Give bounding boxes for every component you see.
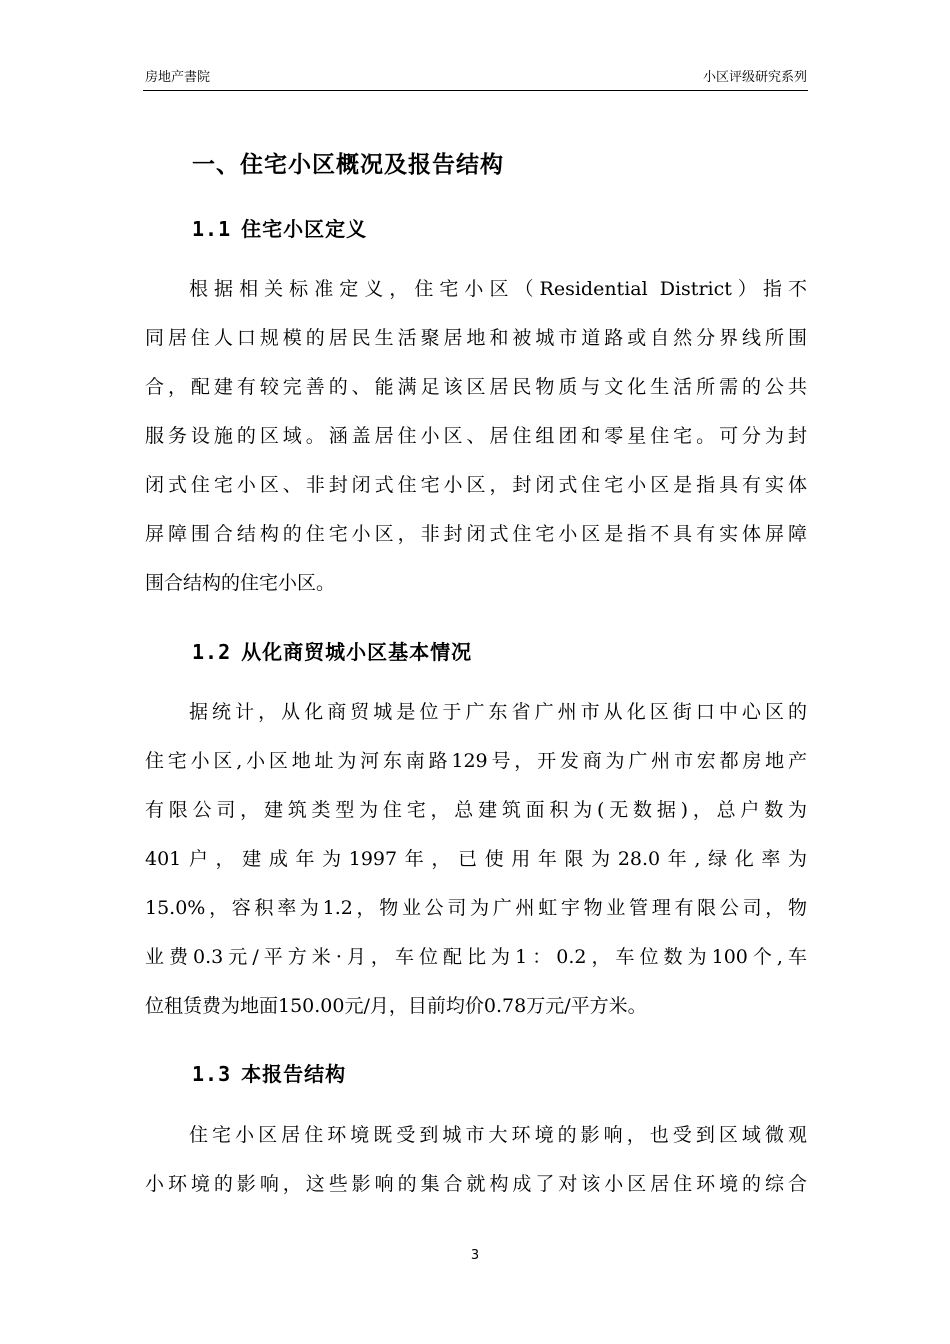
header-series: 小区评级研究系列 — [702, 70, 807, 85]
page-header — [145, 66, 807, 88]
paragraph-line: 根据相关标准定义，住宅小区（Residential District）指不 — [189, 278, 807, 300]
page-number: 3 — [470, 1248, 480, 1263]
paragraph-definition — [145, 265, 807, 608]
header-publisher: 房地产書院 — [145, 70, 211, 85]
paragraph-line: 15.0%，容积率为1.2，物业公司为广州虹宇物业管理有限公司，物 — [145, 897, 807, 919]
paragraph-line: 住宅小区,小区地址为河东南路129号，开发商为广州市宏都房地产 — [145, 750, 807, 772]
paragraph-line: 闭式住宅小区、非封闭式住宅小区，封闭式住宅小区是指具有实体 — [145, 474, 807, 496]
paragraph-line: 业费0.3元/平方米·月，车位配比为1：0.2，车位数为100个,车 — [145, 946, 807, 968]
paragraph-line: 同居住人口规模的居民生活聚居地和被城市道路或自然分界线所围 — [145, 327, 807, 349]
paragraph-line: 屏障围合结构的住宅小区，非封闭式住宅小区是指不具有实体屏障 — [145, 523, 807, 545]
subsection-number: 1.1 — [192, 217, 232, 241]
paragraph-report-structure — [145, 1111, 807, 1209]
section-title: 一、住宅小区概况及报告结构 — [192, 152, 504, 178]
paragraph-line: 据统计，从化商贸城是位于广东省广州市从化区街口中心区的 — [189, 701, 807, 723]
subsection-heading-1-2 — [192, 636, 472, 665]
subsection-number: 1.3 — [192, 1062, 232, 1086]
paragraph-line: 位租赁费为地面150.00元/月，目前均价0.78万元/平方米。 — [145, 995, 647, 1017]
paragraph-line: 有限公司，建筑类型为住宅，总建筑面积为(无数据)，总户数为 — [145, 799, 807, 821]
subsection-title: 住宅小区定义 — [241, 217, 368, 241]
paragraph-line: 围合结构的住宅小区。 — [145, 572, 336, 594]
subsection-heading-1-1 — [192, 213, 367, 242]
subsection-number: 1.2 — [192, 640, 232, 664]
subsection-heading-1-3 — [192, 1058, 346, 1087]
paragraph-line: 401户，建成年为1997年，已使用年限为28.0年,绿化率为 — [145, 848, 807, 870]
paragraph-line: 住宅小区居住环境既受到城市大环境的影响，也受到区域微观 — [189, 1124, 807, 1146]
header-divider — [143, 90, 808, 91]
paragraph-basic-info — [145, 688, 807, 1031]
paragraph-line: 合，配建有较完善的、能满足该区居民物质与文化生活所需的公共 — [145, 376, 807, 398]
subsection-title: 从化商贸城小区基本情况 — [241, 640, 473, 664]
paragraph-line: 服务设施的区域。涵盖居住小区、居住组团和零星住宅。可分为封 — [145, 425, 807, 447]
subsection-title: 本报告结构 — [241, 1062, 347, 1086]
paragraph-line: 小环境的影响，这些影响的集合就构成了对该小区居住环境的综合 — [145, 1173, 807, 1195]
